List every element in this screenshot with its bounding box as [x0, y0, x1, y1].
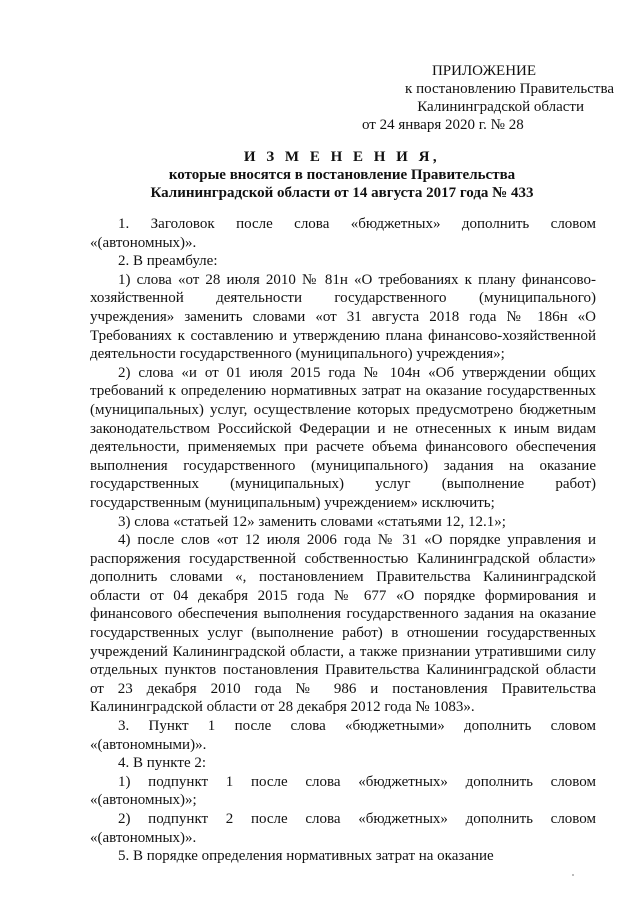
- appendix-title: ПРИЛОЖЕНИЕ: [431, 63, 537, 79]
- heading-line-2: Калининградской области от 14 августа 2017 года № 433: [150, 185, 534, 201]
- paragraph-11: 5. В порядке определения нормативных затрат на оказание: [118, 848, 494, 865]
- paragraph-9: 1) подпункт 1 после слова «бюджетных» дополнить словом «(автономных)»;: [90, 773, 596, 809]
- document-heading: [90, 148, 594, 202]
- document-body: [90, 215, 596, 866]
- paragraph-6: 4) после слов «от 12 июля 2006 года № 31 «О порядке управления и распоряжения государственной собственностью Калининградской области» дополнить словами «, постановлением Правительства Калининградской области от 04 декабря 2015 года № 677 «О порядке формирования и финансового обеспечения выполнения государственного задания на оказание государственных услуг (выполнение работ) в отношении государственных учреждений Калининградской области, а также признании утратившими силу отдельных пунктов постановления Правительства Калининградской области от 23 декабря 2010 года № 986 и постановления Правительства Калининградской области от 28 декабря 2012 года № 1083».: [90, 532, 596, 716]
- appendix-line-1: к постановлению Правительства: [405, 81, 614, 97]
- appendix-date-number: от 24 января 2020 г. № 28: [362, 117, 524, 133]
- appendix-block: [354, 62, 614, 134]
- paragraph-2: 2. В преамбуле:: [118, 253, 218, 270]
- paragraph-3: 1) слова «от 28 июля 2010 № 81н «О требованиях к плану финансово-хозяйственной деятельности государственного (муниципального) учреждения» заменить словами «от 31 августа 2018 года № 186н «О Требованиях к составлению и утверждению плана финансово-хозяйственной деятельности государственного (муниципального) учреждения»;: [90, 271, 596, 363]
- paragraph-8: 4. В пункте 2:: [118, 755, 207, 772]
- heading-title: И З М Е Н Е Н И Я,: [243, 149, 441, 165]
- paragraph-4: 2) слова «и от 01 июля 2015 года № 104н «Об утверждении общих требований к определению нормативных затрат на оказание государственных (муниципальных) услуг, осуществление которых предусмотрено бюджетным законодательством Российской Федерации и не отнесенных к иным видам деятельности, применяемых при расчете объема финансового обеспечения выполнения государственного (муниципального) задания на оказание государственных (муниципальных) услуг (выполнение работ) государственным (муниципальным) учреждением» исключить;: [90, 364, 596, 511]
- heading-line-1: которые вносятся в постановление Правительства: [168, 167, 516, 183]
- paragraph-5: 3) слова «статьей 12» заменить словами «статьями 12, 12.1»;: [118, 513, 506, 530]
- scan-artifact: [572, 874, 574, 876]
- paragraph-7: 3. Пункт 1 после слова «бюджетными» дополнить словом «(автономными)».: [90, 718, 596, 753]
- paragraph-10: 2) подпункт 2 после слова «бюджетных» дополнить словом «(автономных)».: [90, 811, 596, 846]
- paragraph-1: 1. Заголовок после слова «бюджетных» дополнить словом «(автономных)».: [90, 216, 596, 251]
- appendix-line-2: Калининградской области: [417, 99, 584, 115]
